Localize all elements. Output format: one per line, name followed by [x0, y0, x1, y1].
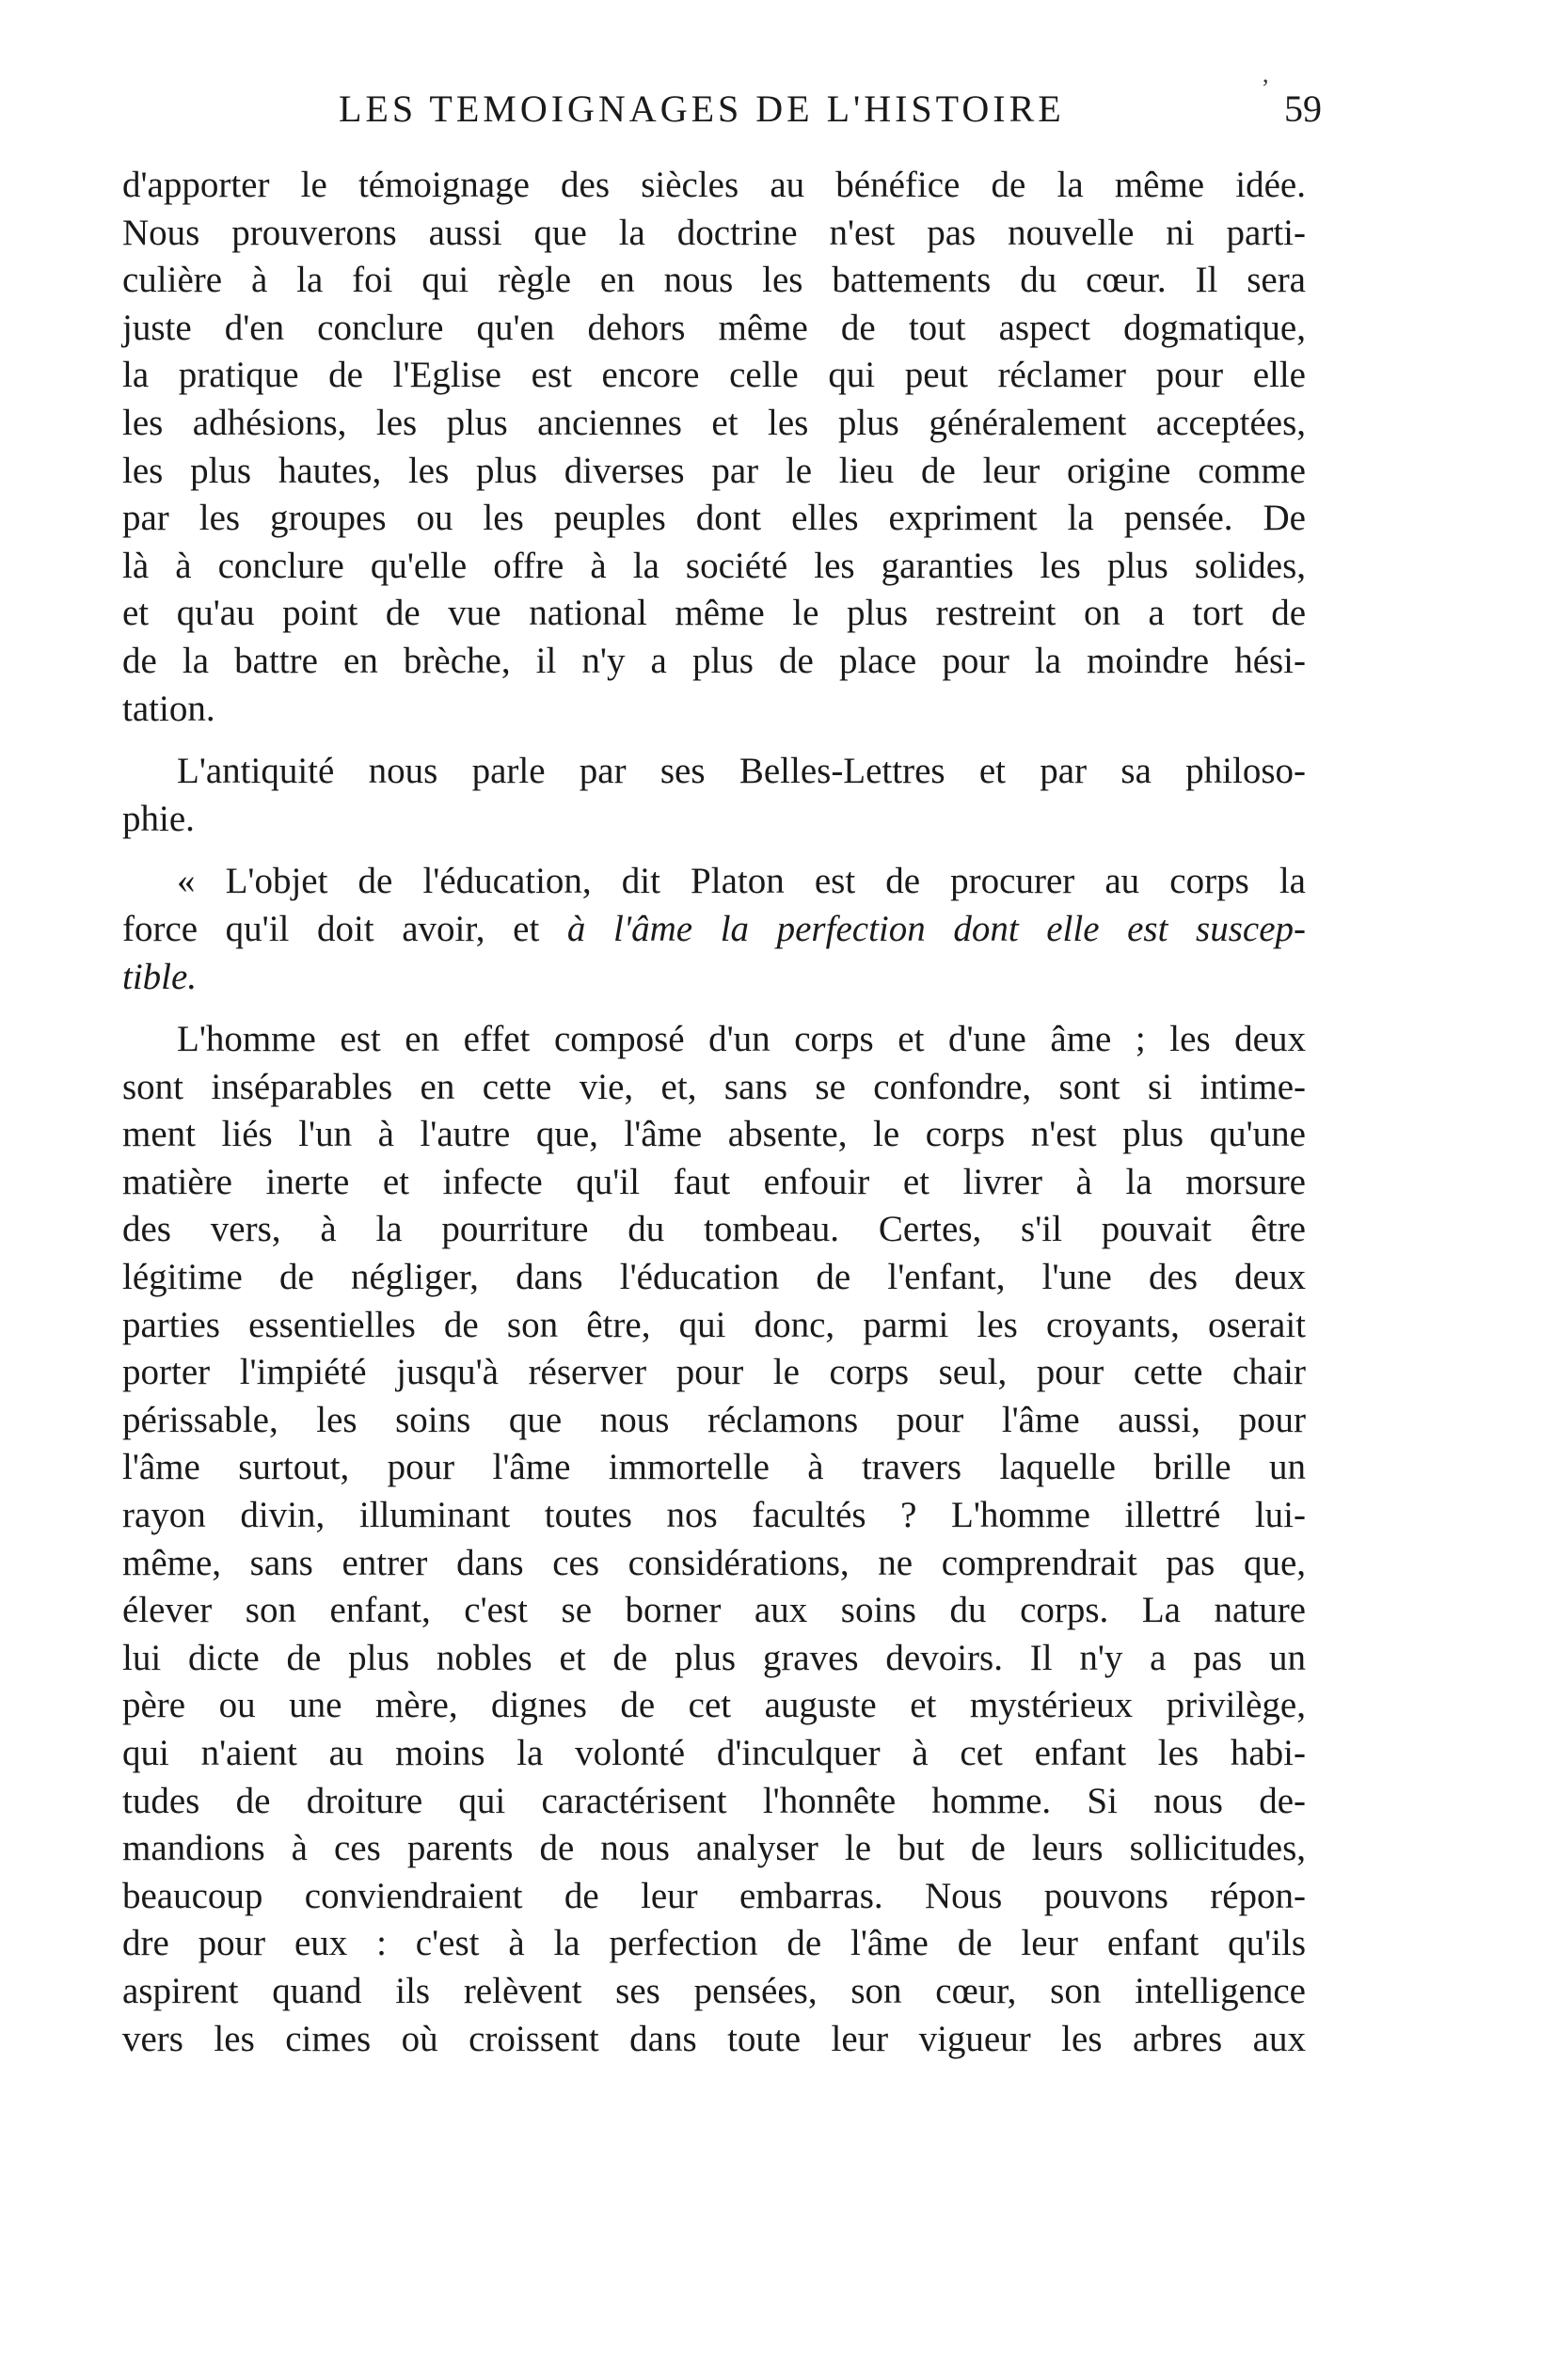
- paragraph-2: [122, 748, 1306, 843]
- text-line: les adhésions, les plus anciennes et les plus généralement acceptées,: [122, 402, 1306, 443]
- text-line: la pratique de l'Eglise est encore celle qui peut réclamer pour elle: [122, 355, 1306, 396]
- page-header: [141, 87, 1322, 143]
- text-line: dre pour eux : c'est à la perfection de l'âme de leur enfant qu'ils: [122, 1923, 1306, 1964]
- text-line: lui dicte de plus nobles et de plus graves devoirs. Il n'y a pas un: [122, 1637, 1306, 1678]
- text-line: des vers, à la pourriture du tombeau. Certes, s'il pouvait être: [122, 1209, 1306, 1250]
- text-line: et qu'au point de vue national même le plus restreint on a tort de: [122, 593, 1306, 634]
- page-number: 59: [1284, 87, 1322, 130]
- text-line: de la battre en brèche, il n'y a plus de place pour la moindre hési-: [122, 640, 1306, 681]
- text-line: vers les cimes où croissent dans toute leur vigueur les arbres aux: [122, 2018, 1306, 2059]
- paragraph-4: [122, 1016, 1306, 2063]
- text-line: L'antiquité nous parle par ses Belles-Lettres et par sa philoso-: [177, 751, 1306, 792]
- text-line: là à conclure qu'elle offre à la société les garanties les plus solides,: [122, 545, 1306, 586]
- text-line: parties essentielles de son être, qui donc, parmi les croyants, oserait: [122, 1304, 1306, 1345]
- text-line: Nous prouverons aussi que la doctrine n'est pas nouvelle ni parti-: [122, 212, 1306, 253]
- text-line: même, sans entrer dans ces considérations, ne comprendrait pas que,: [122, 1542, 1306, 1583]
- text-line: par les groupes ou les peuples dont elles expriment la pensée. De: [122, 498, 1306, 539]
- text-line: aspirent quand ils relèvent ses pensées, son cœur, son intelligence: [122, 1970, 1306, 2011]
- text-line: d'apporter le témoignage des siècles au bénéfice de la même idée.: [122, 165, 1306, 205]
- text-line: phie.: [122, 798, 195, 839]
- paragraph-3-quotation: [122, 858, 1306, 1001]
- text-line: porter l'impiété jusqu'à réserver pour le corps seul, pour cette chair: [122, 1352, 1306, 1393]
- text-line: juste d'en conclure qu'en dehors même de tout aspect dogmatique,: [122, 307, 1306, 348]
- running-title: LES TEMOIGNAGES DE L'HISTOIRE: [339, 87, 1065, 130]
- text-line: tation.: [122, 688, 215, 729]
- text-line: père ou une mère, dignes de cet auguste et mystérieux privilège,: [122, 1685, 1306, 1726]
- text-line: L'homme est en effet composé d'un corps et d'une âme ; les deux: [177, 1019, 1306, 1060]
- quote-plain-part: force qu'il doit avoir, et: [122, 908, 567, 949]
- text-line: tudes de droiture qui caractérisent l'honnête homme. Si nous de-: [122, 1780, 1306, 1821]
- text-line: les plus hautes, les plus diverses par le lieu de leur origine comme: [122, 450, 1306, 491]
- text-line: matière inerte et infecte qu'il faut enfouir et livrer à la morsure: [122, 1161, 1306, 1202]
- stray-mark: ,: [1263, 60, 1269, 87]
- text-line: sont inséparables en cette vie, et, sans se confondre, sont si intime-: [122, 1066, 1306, 1107]
- paragraph-1: [122, 162, 1306, 733]
- text-line: qui n'aient au moins la volonté d'inculquer à cet enfant les habi-: [122, 1733, 1306, 1773]
- quote-italic-part: à l'âme la perfection dont elle est suscep-: [566, 908, 1306, 949]
- body-text: [122, 162, 1306, 2063]
- text-line: tible.: [122, 956, 198, 997]
- text-line: culière à la foi qui règle en nous les battements du cœur. Il sera: [122, 260, 1306, 301]
- text-line: [122, 906, 1306, 954]
- text-line: mandions à ces parents de nous analyser le but de leurs sollicitudes,: [122, 1828, 1306, 1869]
- text-line: ment liés l'un à l'autre que, l'âme absente, le corps n'est plus qu'une: [122, 1114, 1306, 1155]
- text-line: « L'objet de l'éducation, dit Platon est de procurer au corps la: [177, 861, 1306, 902]
- text-line: périssable, les soins que nous réclamons pour l'âme aussi, pour: [122, 1399, 1306, 1440]
- text-line: élever son enfant, c'est se borner aux soins du corps. La nature: [122, 1590, 1306, 1631]
- text-line: légitime de négliger, dans l'éducation de l'enfant, l'une des deux: [122, 1257, 1306, 1298]
- text-line: l'âme surtout, pour l'âme immortelle à travers laquelle brille un: [122, 1447, 1306, 1488]
- text-line: rayon divin, illuminant toutes nos facultés ? L'homme illettré lui-: [122, 1495, 1306, 1536]
- text-line: beaucoup conviendraient de leur embarras. Nous pouvons répon-: [122, 1875, 1306, 1916]
